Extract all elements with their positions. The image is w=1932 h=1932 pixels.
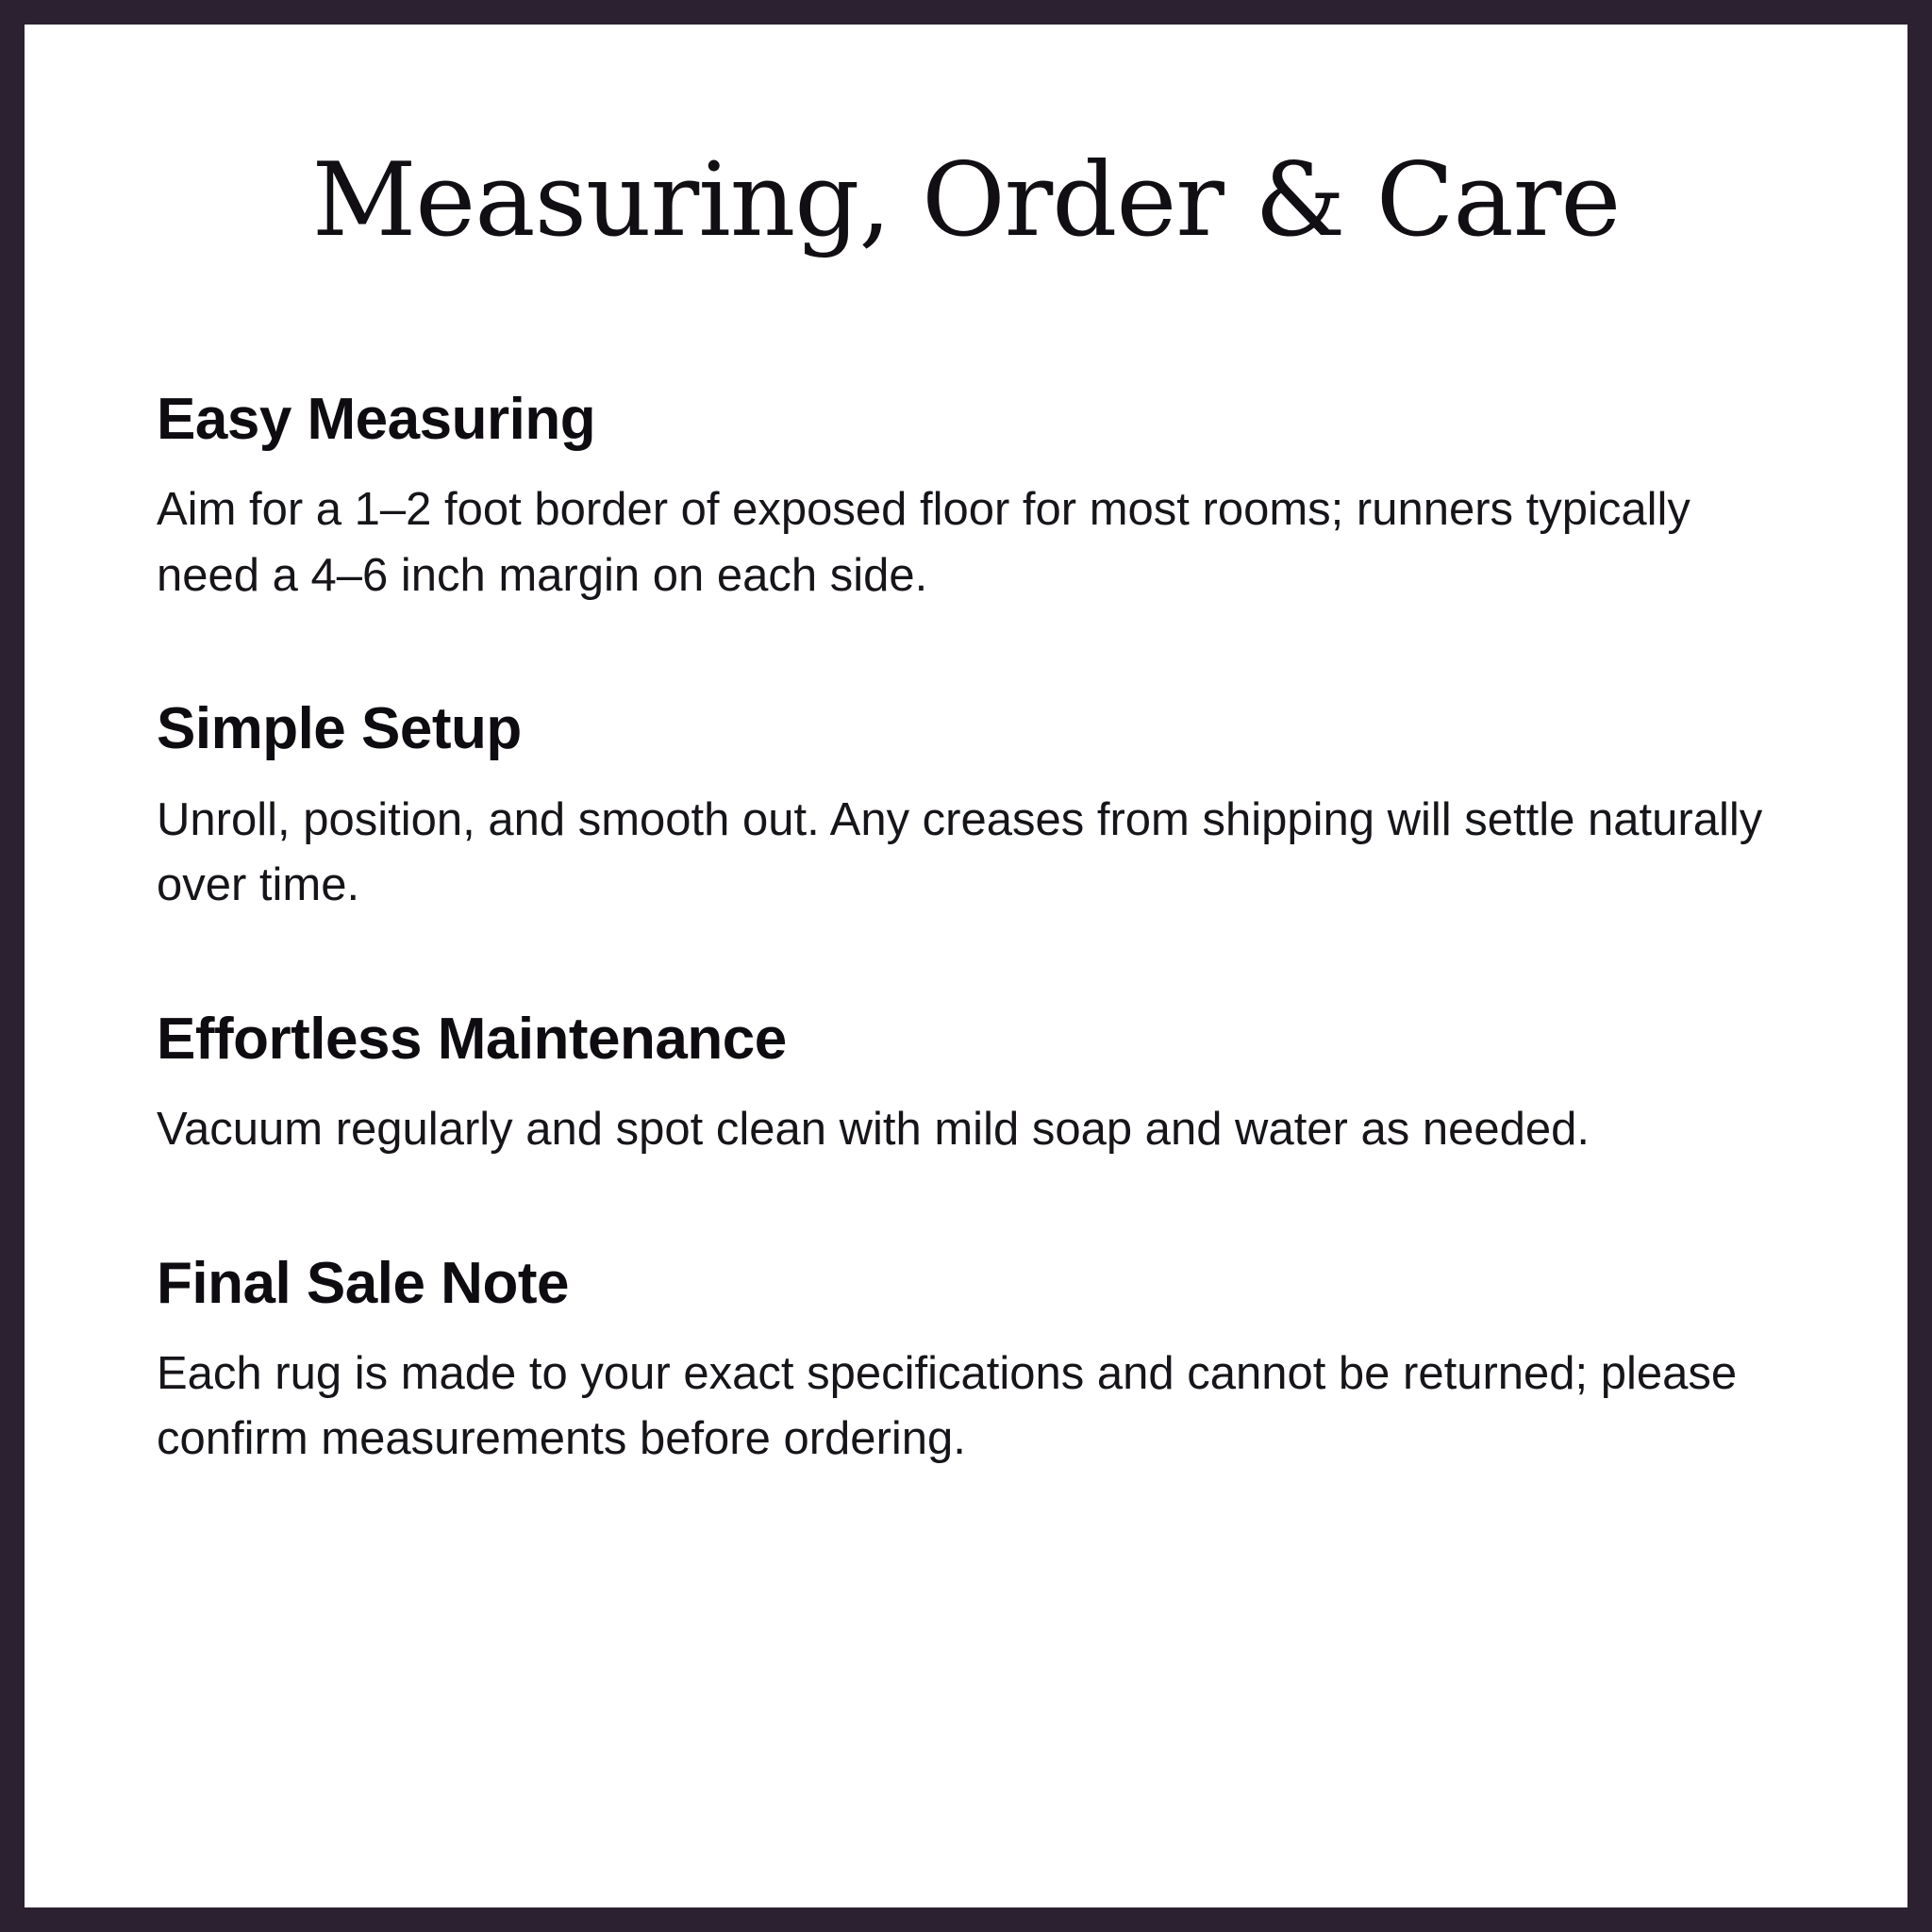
section-body: Unroll, position, and smooth out. Any creases from shipping will settle naturally over time. bbox=[157, 793, 1763, 911]
section-list bbox=[157, 386, 1775, 1473]
section-heading: Effortless Maintenance bbox=[157, 1006, 787, 1072]
section-heading: Easy Measuring bbox=[157, 386, 596, 452]
section-heading: Simple Setup bbox=[157, 696, 522, 762]
info-card bbox=[25, 25, 1907, 1907]
section-body: Aim for a 1–2 foot border of exposed floor for most rooms; runners typically need a 4–6 inch margin on each side. bbox=[157, 484, 1690, 601]
section-easy-measuring bbox=[157, 386, 1775, 608]
section-body: Vacuum regularly and spot clean with mild soap and water as needed. bbox=[157, 1104, 1590, 1155]
section-body: Each rug is made to your exact specifications and cannot be returned; please confirm measurements before ordering. bbox=[157, 1347, 1738, 1465]
section-simple-setup bbox=[157, 695, 1775, 918]
card-content bbox=[25, 25, 1907, 1907]
section-effortless-maintenance bbox=[157, 1006, 1775, 1163]
section-heading: Final Sale Note bbox=[157, 1250, 569, 1316]
section-final-sale-note bbox=[157, 1250, 1775, 1473]
page-title: Measuring, Order & Care bbox=[311, 142, 1621, 259]
